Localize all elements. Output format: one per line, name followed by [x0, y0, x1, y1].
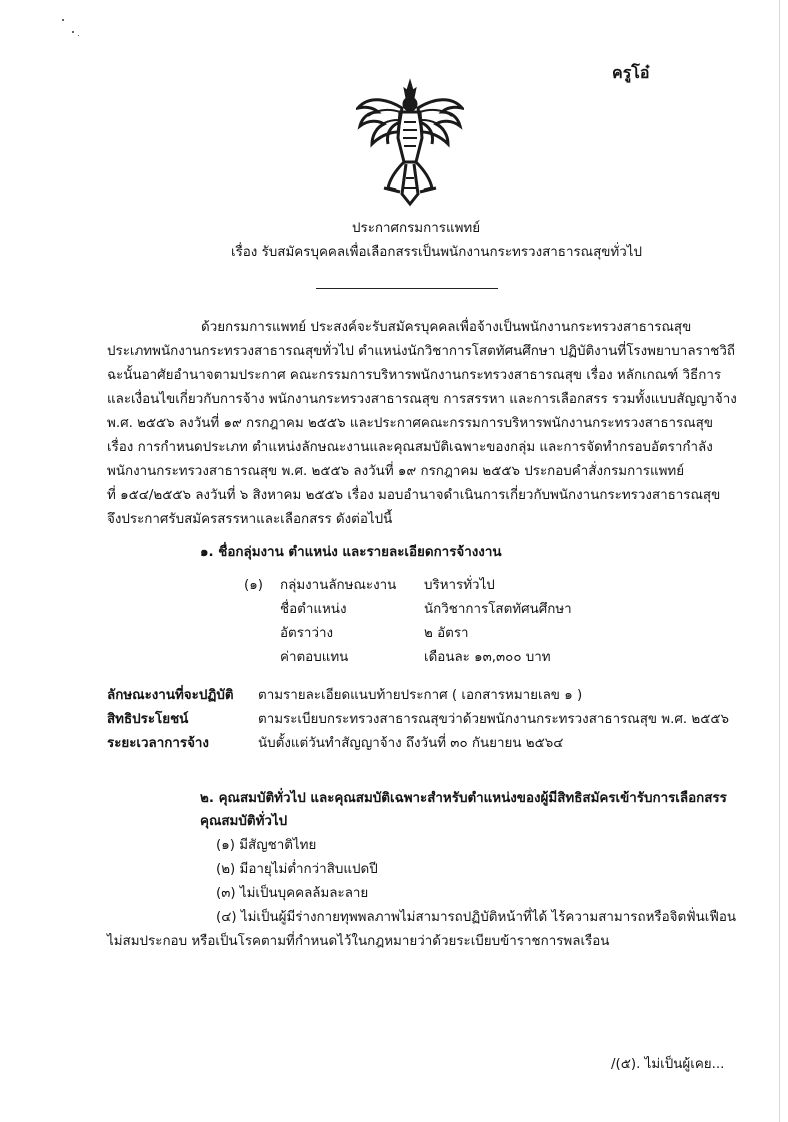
intro-line: ด้วยกรมการแพทย์ ประสงค์จะรับสมัครบุคคลเพื่อจ้างเป็นพนักงานกระทรวงสาธารณสุข: [201, 320, 692, 335]
intro-line: ประเภทพนักงานกระทรวงสาธารณสุขทั่วไป ตำแหน่งนักวิชาการโสตทัศนศึกษา ปฏิบัติงานที่โรงพยาบาลราชวิถี: [107, 344, 735, 359]
job-field-value: เดือนละ ๑๓,๓๐๐ บาท: [424, 650, 551, 665]
job-field-label: กลุ่มงานลักษณะงาน: [280, 578, 397, 593]
header-divider: [316, 288, 498, 289]
intro-line: จึงประกาศรับสมัครสรรหาและเลือกสรร ดังต่อไปนี้: [107, 512, 393, 527]
intro-line: ฉะนั้นอาศัยอำนาจตามประกาศ คณะกรรมการบริหารพนักงานกระทรวงสาธารณสุข เรื่อง หลักเกณฑ์ วิธีการ: [107, 368, 722, 383]
intro-line: พนักงานกระทรวงสาธารณสุข พ.ศ. ๒๕๕๖ ลงวันที่ ๑๙ กรกฎาคม ๒๕๕๖ ประกอบคำสั่งกรมการแพทย์: [107, 464, 685, 479]
section1-item-number: (๑): [244, 578, 263, 593]
qualification-item-continuation: ไม่สมประกอบ หรือเป็นโรคตามที่กำหนดไว้ในกฎหมายว่าด้วยระเบียบข้าราชการพลเรือน: [107, 934, 610, 949]
qualification-item: (๔) ไม่เป็นผู้มีร่างกายทุพพลภาพไม่สามารถปฏิบัติหน้าที่ได้ ไร้ความสามารถหรือจิตฟั่นเฟือน: [216, 910, 737, 925]
handwritten-watermark: ครูโอ๋: [612, 63, 650, 82]
intro-line: ที่ ๑๕๔/๒๕๕๖ ลงวันที่ ๖ สิงหาคม ๒๕๕๖ เรื่อง มอบอำนาจดำเนินการเกี่ยวกับพนักงานกระทรวงสาธารณสุข: [107, 488, 721, 503]
intro-line: พ.ศ. ๒๕๕๖ ลงวันที่ ๑๙ กรกฎาคม ๒๕๕๖ และประกาศคณะกรรมการบริหารพนักงานกระทรวงสาธารณสุข: [107, 416, 713, 431]
qualification-item: (๓) ไม่เป็นบุคคลล้มละลาย: [216, 886, 369, 901]
scan-speck: [78, 35, 79, 36]
scan-speck: [62, 19, 64, 21]
job-field-label: ค่าตอบแทน: [280, 650, 349, 665]
intro-line: และเงื่อนไขเกี่ยวกับการจ้าง พนักงานกระทรวงสาธารณสุข การสรรหา และการเลือกสรร รวมทั้งแบบสัญญาจ้าง: [107, 392, 737, 407]
page-continuation: /(๕). ไม่เป็นผู้เคย...: [611, 1057, 725, 1072]
section2-heading: ๒. คุณสมบัติทั่วไป และคุณสมบัติเฉพาะสำหรับตำแหน่งของผู้มีสิทธิสมัครเข้ารับการเลือกสรร: [200, 791, 727, 806]
job-field-value: นักวิชาการโสตทัศนศึกษา: [424, 602, 572, 617]
detail-value: ตามรายละเอียดแนบท้ายประกาศ ( เอกสารหมายเลข ๑ ): [258, 688, 583, 703]
detail-label: สิทธิประโยชน์: [107, 712, 189, 727]
subject-title: เรื่อง รับสมัครบุคคลเพื่อเลือกสรรเป็นพนักงานกระทรวงสาธารณสุขทั่วไป: [231, 245, 643, 260]
job-field-label: ชื่อตำแหน่ง: [280, 602, 347, 617]
scan-speck: [72, 31, 74, 33]
detail-value: ตามระเบียบกระทรวงสาธารณสุขว่าด้วยพนักงานกระทรวงสาธารณสุข พ.ศ. ๒๕๕๖: [258, 712, 729, 727]
job-field-label: อัตราว่าง: [280, 626, 334, 641]
issuer-title: ประกาศกรมการแพทย์: [352, 221, 481, 236]
qualification-item: (๒) มีอายุไม่ต่ำกว่าสิบแปดปี: [216, 862, 378, 877]
qualification-item: (๑) มีสัญชาติไทย: [216, 838, 317, 853]
detail-value: นับตั้งแต่วันทำสัญญาจ้าง ถึงวันที่ ๓๐ กันยายน ๒๕๖๔: [258, 736, 564, 751]
job-field-value: บริหารทั่วไป: [424, 578, 495, 593]
intro-line: เรื่อง การกำหนดประเภท ตำแหน่งลักษณะงานและคุณสมบัติเฉพาะของกลุ่ม และการจัดทำกรอบอัตรากำลัง: [107, 440, 713, 455]
section2-subheading: คุณสมบัติทั่วไป: [200, 814, 288, 829]
scan-edge-line: [779, 0, 780, 1122]
job-field-value: ๒ อัตรา: [424, 626, 469, 641]
detail-label: ลักษณะงานที่จะปฏิบัติ: [107, 688, 234, 703]
detail-label: ระยะเวลาการจ้าง: [107, 736, 209, 751]
section1-heading: ๑. ชื่อกลุ่มงาน ตำแหน่ง และรายละเอียดการจ้างงาน: [200, 545, 502, 560]
garuda-emblem-icon: [356, 78, 464, 208]
